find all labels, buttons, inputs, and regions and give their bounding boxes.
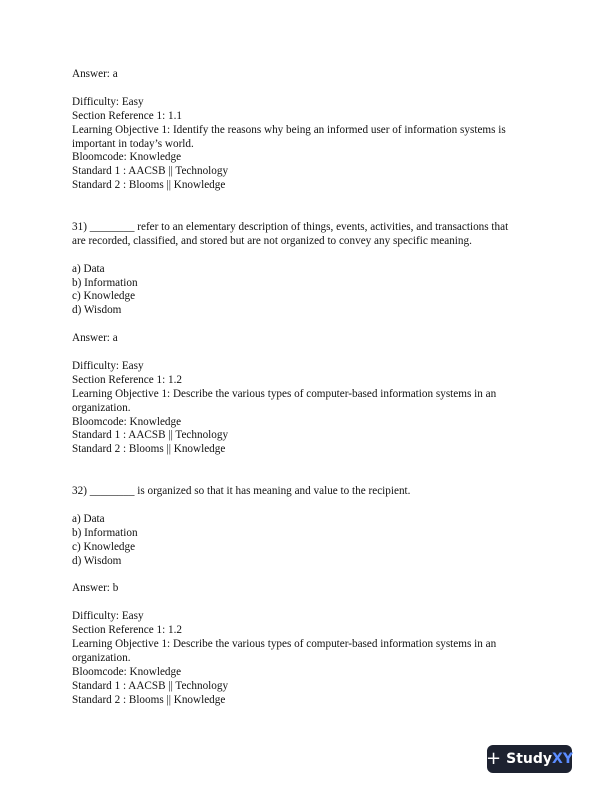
answer-line: Answer: a [72,68,118,80]
option-line: d) Wisdom [72,554,122,567]
answer-line: Answer: b [72,582,119,595]
bloomcode-line: Bloomcode: Knowledge [72,415,182,428]
bloomcode-line: Bloomcode: Knowledge [72,151,182,164]
section-reference-line: Section Reference 1: 1.1 [72,109,182,122]
difficulty-line: Difficulty: Easy [72,610,144,623]
learning-objective-line: important in today’s world. [72,137,194,150]
option-line: c) Knowledge [72,290,136,303]
standard-line: Standard 2 : Blooms || Knowledge [72,693,226,706]
logo-text-xy: XY [552,751,573,767]
option-line: a) Data [72,512,105,525]
difficulty-line: Difficulty: Easy [72,359,144,372]
option-line: b) Information [72,276,138,289]
option-line: a) Data [72,262,105,275]
option-line: d) Wisdom [72,304,122,317]
question-text: 32) ________ is organized so that it has meaning and value to the recipient. [72,485,411,498]
answer-line: Answer: a [72,332,118,345]
learning-objective-line: Learning Objective 1: Identify the reasons why being an informed user of information systems is [72,123,506,136]
document-page [72,68,542,708]
question-text: are recorded, classified, and stored but are not organized to convey any specific meaning. [72,234,472,247]
logo-text-study: Study [506,751,553,767]
standard-line: Standard 2 : Blooms || Knowledge [72,443,226,456]
standard-line: Standard 1 : AACSB || Technology [72,679,229,692]
bloomcode-line: Bloomcode: Knowledge [72,665,182,678]
standard-line: Standard 1 : AACSB || Technology [72,165,229,178]
difficulty-line: Difficulty: Easy [72,95,144,108]
section-reference-line: Section Reference 1: 1.2 [72,373,182,386]
learning-objective-line: Learning Objective 1: Describe the various types of computer-based information systems in an [72,387,497,400]
learning-objective-line: Learning Objective 1: Describe the various types of computer-based information systems in an [72,638,497,651]
learning-objective-line: organization. [72,651,131,664]
option-line: b) Information [72,526,138,539]
standard-line: Standard 1 : AACSB || Technology [72,429,229,442]
standard-line: Standard 2 : Blooms || Knowledge [72,179,226,192]
section-reference-line: Section Reference 1: 1.2 [72,624,182,637]
logo-text [506,751,573,767]
plus-icon: + [486,748,502,769]
option-line: c) Knowledge [72,540,136,553]
learning-objective-line: organization. [72,401,131,414]
question-text: 31) ________ refer to an elementary description of things, events, activities, and transactions that [72,220,509,233]
studyxy-logo[interactable] [487,745,572,773]
